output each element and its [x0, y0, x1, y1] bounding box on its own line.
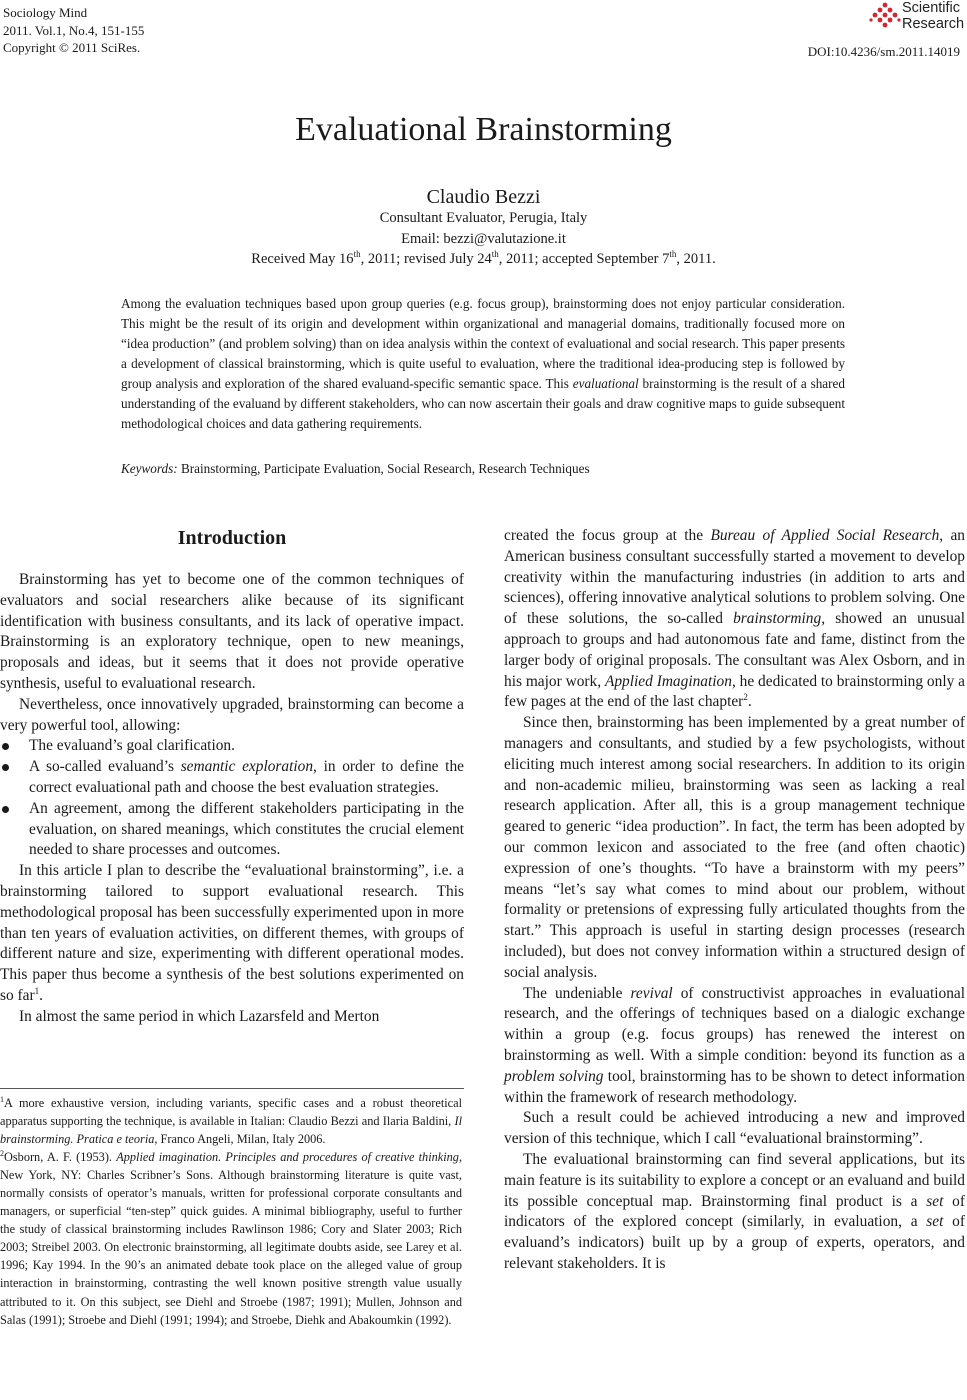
footnote-number: 1: [0, 1094, 4, 1104]
paragraph-text: created the focus group at the: [504, 527, 711, 544]
footnote-text: Osborn, A. F. (1953).: [4, 1150, 117, 1165]
paragraph-text: of evaluand’s indicators) built up by a group of experts, operators, and relevant stakeholders. It is: [504, 1213, 965, 1272]
footnote-2: [0, 1148, 462, 1328]
paragraph-italic: set: [926, 1213, 944, 1231]
left-column: [0, 570, 464, 1028]
bullet-icon: [2, 764, 9, 771]
logo-wordmark: [902, 0, 964, 32]
ordinal-sup: th: [669, 249, 677, 260]
keywords-text: Brainstorming, Participate Evaluation, Social Research, Research Techniques: [177, 461, 590, 476]
journal-volume: 2011. Vol.1, No.4, 151-155: [3, 22, 145, 38]
paper-title: Evaluational Brainstorming: [295, 111, 672, 148]
ordinal-sup: th: [491, 249, 499, 260]
footnote-text: , Franco Angeli, Milan, Italy 2006.: [154, 1132, 326, 1147]
author-affiliation: Consultant Evaluator, Perugia, Italy: [379, 210, 588, 226]
logo-line-2: Research: [902, 16, 965, 32]
author-name: Claudio Bezzi: [426, 186, 541, 208]
year-text: , 2011.: [676, 251, 716, 267]
diamond-dots-icon: [868, 2, 902, 32]
copyright-line: Copyright © 2011 SciRes.: [3, 40, 141, 55]
list-item-text: The evaluand’s goal clarification.: [29, 737, 235, 755]
list-item-text: A so-called evaluand’s: [29, 758, 181, 776]
footnote-number: 2: [0, 1149, 4, 1159]
ordinal-sup: th: [353, 249, 361, 260]
footnote-italic: Il brainstorming. Pratica e teoria: [0, 1114, 462, 1147]
list-item: [0, 799, 464, 861]
paragraph-text: .: [39, 986, 43, 1004]
paragraph-italic: Bureau of Applied Social Research: [710, 527, 940, 544]
body-paragraph: Nevertheless, once innovatively upgraded, brainstorming can become a very powerful tool, allowing:: [0, 695, 464, 734]
paragraph-text: of indicators of the explored concept (similarly, in evaluation, a: [504, 1192, 965, 1231]
received-text: Received May 16: [251, 251, 354, 267]
right-column: [504, 526, 965, 1275]
keywords: [121, 459, 845, 479]
list-item-text: , in order to define the correct evaluational path and choose the best evaluation strategies.: [29, 758, 464, 796]
revised-text: , 2011; revised July 24: [360, 251, 492, 267]
footnote-italic: Applied imagination. Principles and procedures of creative thinking: [116, 1150, 459, 1165]
paragraph-text: showed an unusual approach to groups and had autonomous fate and fame, distinct from the larger body of original proposals. The consultant was Alex Osborn, and in his major work,: [504, 610, 965, 690]
body-paragraph: [0, 861, 464, 1007]
list-item: [0, 736, 464, 757]
paragraph-text: of constructivist approaches in evaluational research, and the offerings of techniques based on a dialogic exchange within a group (e.g. focus groups) has renewed the interest on brainstorming as well. With a simple condition: beyond its function as a: [504, 984, 965, 1064]
bullet-icon: [2, 806, 9, 813]
paragraph-text: The undeniable: [523, 984, 631, 1002]
journal-name: Sociology Mind: [3, 5, 88, 20]
paragraph-italic: set: [926, 1192, 944, 1210]
received-dates: [0, 249, 967, 269]
paragraph-italic: brainstorming,: [733, 610, 826, 628]
abstract-text: Among the evaluation techniques based upon group queries (e.g. focus group), brainstorming does not enjoy particular consideration. This might be the result of its origin and development within organizational and managerial domains, traditionally focused more on “idea production” (and problem solving) than on idea analysis within the context of evaluational and social research. This paper presents a development of classical brainstorming, which is quite useful to evaluation, where the traditional idea-producing step is followed by group analysis and exploration of the shared evaluand-specific semantic space. This: [121, 296, 845, 391]
paragraph-italic: problem solving: [504, 1067, 604, 1085]
paragraph-text: , an American business consultant successfully started a movement to develop creativity within the manufacturing industries (in addition to arts and sciences), offering innovative analytical solutions to problem solving. One of these solutions, the so-called: [504, 527, 965, 628]
publisher-logo: [868, 0, 967, 34]
paragraph-italic: Applied Imagination: [604, 672, 732, 690]
paragraph-italic: revival: [630, 984, 673, 1002]
paragraph-text: The evaluational brainstorming can find several applications, but its main feature is its suitability to explore a concept or an evaluand and build its possible conceptual map. Brainstorming final product is a: [504, 1150, 965, 1210]
body-paragraph: [504, 1150, 965, 1275]
footnote-divider: [0, 1088, 464, 1089]
body-paragraph: [504, 984, 965, 1109]
footnote-text: , New York, NY: Charles Scribner’s Sons. Although brainstorming literature is quite vast, normally consists of operator’s manuals, written for professional corporate consultants and managers, or superficial “ten-step” quick guides. A minimal bibliography, useful to further the study of classical brainstorming includes Rawlinson 1986; Cory and Slater 2003; Rich 2003; Streibel 2003. On electronic brainstorming, all legitimate doubts aside, see Larey et al. 1996; Kay 1994. In the 90’s an animated debate took place on the alleged value of group interaction in brainstorming, contrasting the well known positive strength value usually attributed to it. On this subject, see Diehl and Stroebe (1987; 1991); Mullen, Johnson and Salas (1991); Stroebe and Diehl (1991; 1994); and Stroebe, Diehk and Abakoumkin (1992).: [0, 1150, 463, 1327]
body-paragraph: In almost the same period in which Lazarsfeld and Merton: [19, 1007, 380, 1025]
keywords-label: Keywords:: [121, 461, 178, 476]
paragraph-text: In this article I plan to describe the “evaluational brainstorming”, i.e. a brainstorming tailored to support evaluational research. This methodological proposal has been successfully experimented upon in more than ten years of evaluation activities, on different themes, with groups of different nature and size, experimenting with different operational modes. This paper thus become a synthesis of the best solutions experimented on so far: [0, 862, 464, 1004]
body-paragraph: Such a result could be achieved introducing a new and improved version of this technique, which I call “evaluational brainstorming”.: [504, 1109, 965, 1148]
bullet-icon: [2, 743, 9, 750]
accepted-text: , 2011; accepted September 7: [498, 251, 670, 267]
author-email: Email: bezzi@valutazione.it: [401, 231, 566, 247]
paragraph-text: .: [747, 693, 752, 711]
journal-header: [3, 4, 144, 57]
abstract-italic: evaluational: [572, 376, 639, 391]
footnotes: [0, 1094, 462, 1329]
body-paragraph: [504, 526, 965, 713]
bullet-list: [0, 736, 464, 861]
doi: DOI:10.4236/sm.2011.14019: [807, 44, 960, 59]
footnote-text: A more exhaustive version, including variants, specific cases and a robust theoretical apparatus supporting the technique, is available in Italian: Claudio Bezzi and Ilaria Baldini,: [0, 1096, 462, 1129]
list-item-text: An agreement, among the different stakeholders participating in the evaluation, on shared meanings, which constitutes the crucial element needed to share processes and outcomes.: [29, 799, 464, 859]
footnote-ref: 1: [34, 985, 40, 996]
logo-line-1: Scientific: [902, 0, 961, 16]
paragraph-text: tool, brainstorming has to be shown to detect information within the framework of research methodology.: [504, 1067, 965, 1106]
body-paragraph: Brainstorming has yet to become one of the common techniques of evaluators and social researchers alike because of its significant identification with business consultants, and its lack of operative impact. Brainstorming is an exploratory technique, open to new meanings, proposals and ideas, but it seems that it does not provide operative synthesis, useful to evaluational research.: [0, 571, 464, 692]
abstract: [121, 294, 845, 434]
footnote-ref: 2: [743, 692, 748, 703]
paragraph-text: , he dedicated to brainstorming only a few pages at the end of the last chapter: [504, 672, 965, 711]
section-heading: Introduction: [177, 527, 287, 549]
list-item: [0, 757, 464, 799]
body-paragraph: Since then, brainstorming has been implemented by a great number of managers and consultants, and studied by a few psychologists, without eliciting much interest among social researchers. In addition to its origin and non-academic milieu, brainstorming was seen as lacking a real research application. After all, this is a group management technique geared to generic “idea production”. In fact, the term has been adopted by our common lexicon and associated to the free (and often chaotic) expression of one’s thoughts. “To have a brainstorm with my peers” means “let’s say what comes to mind about our problem, without formality or pretensions of expressing fully articulated thoughts from the start.” This approach is useful in starting design processes (research included), but does not convey information within a structured design of social analysis.: [504, 714, 965, 981]
abstract-text: brainstorming is the result of a shared understanding of the evaluand by different stakeholders, who can now ascertain their goals and draw cognitive maps to guide subsequent methodological choices and data gathering requirements.: [121, 376, 845, 431]
footnote-1: [0, 1094, 462, 1148]
list-item-italic: semantic exploration: [180, 758, 314, 776]
